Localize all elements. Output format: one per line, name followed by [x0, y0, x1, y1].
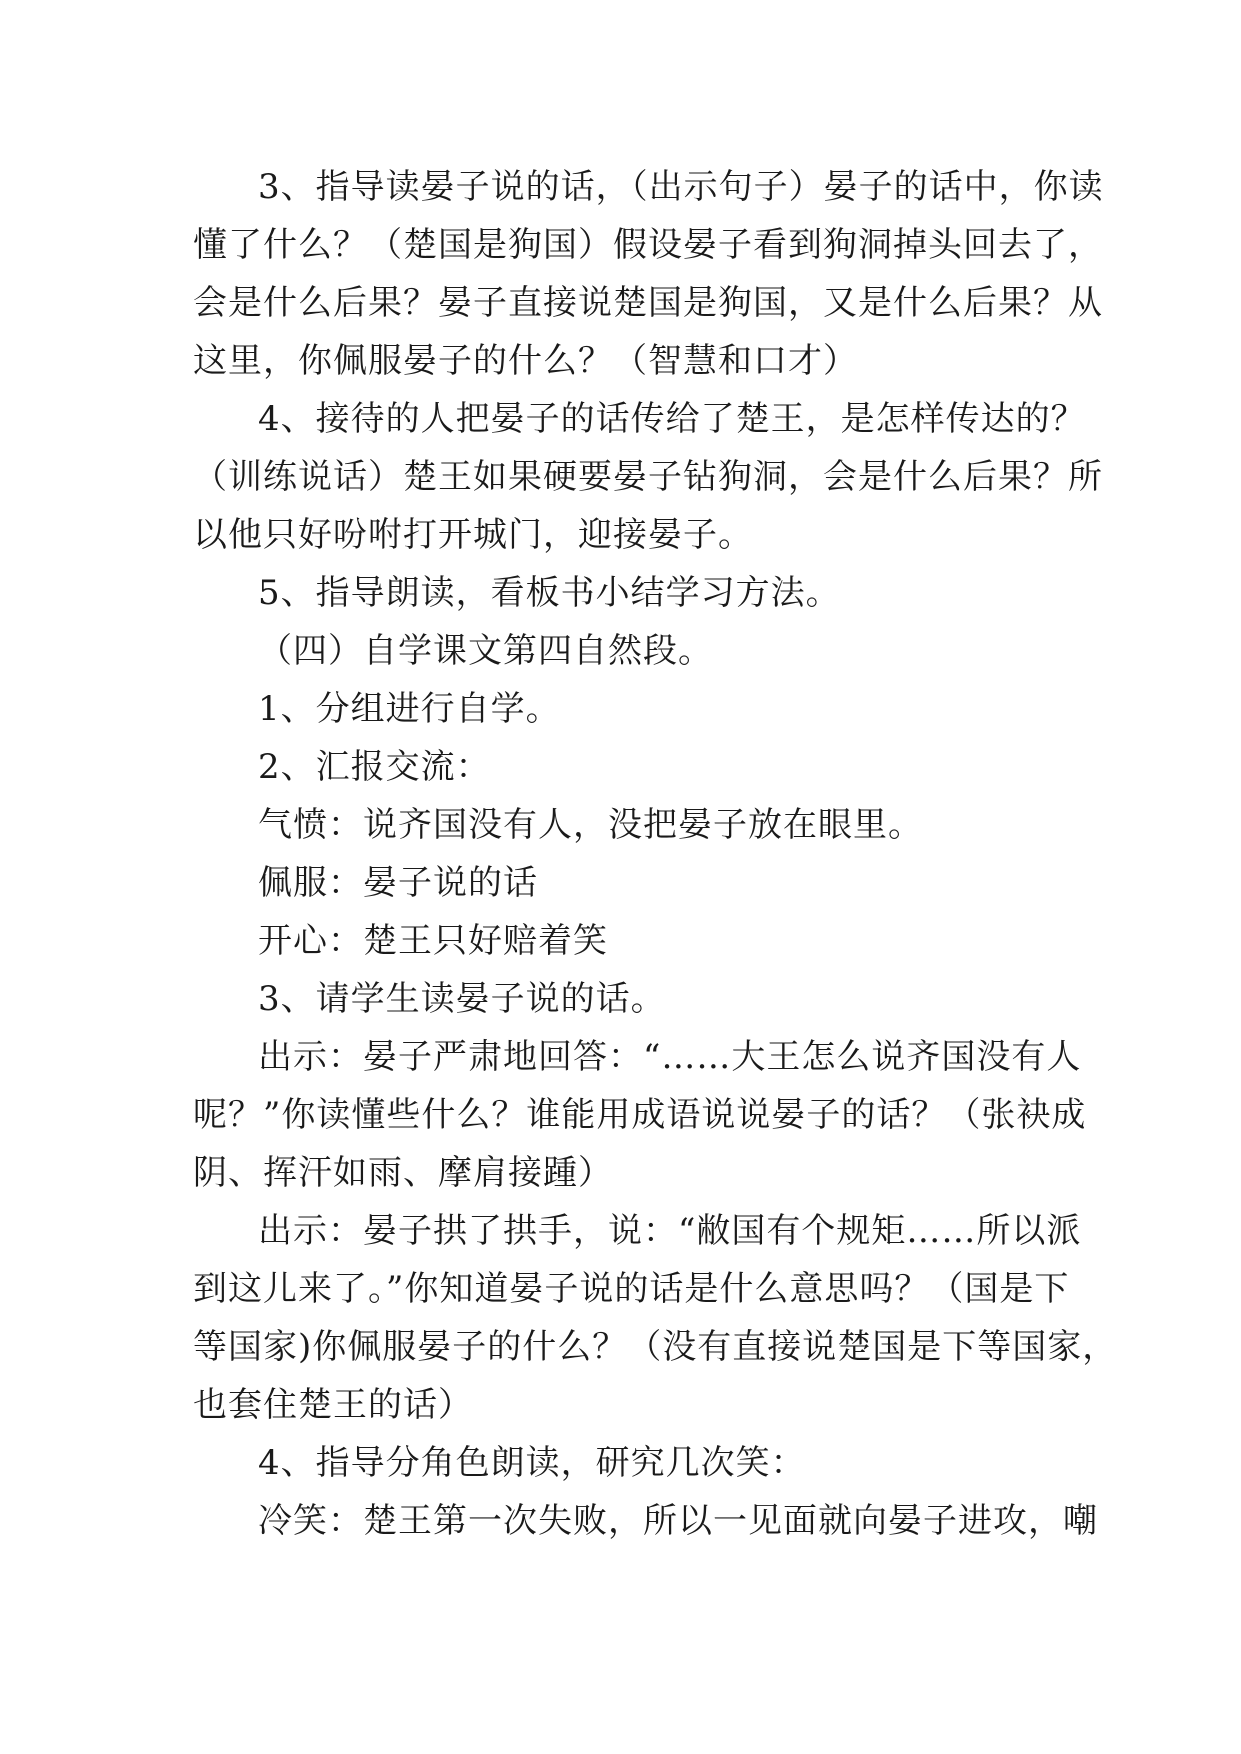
text-line: 到这儿来了。”你知道晏子说的话是什么意思吗？（国是下	[193, 1269, 1070, 1309]
text-line: 3、指导读晏子说的话，（出示句子）晏子的话中，你读	[258, 167, 1104, 207]
text-line: 1、分组进行自学。	[258, 689, 561, 729]
text-line: 2、汇报交流：	[258, 747, 491, 787]
text-line: 气愤：说齐国没有人，没把晏子放在眼里。	[258, 805, 923, 845]
text-line: 4、接待的人把晏子的话传给了楚王，是怎样传达的？	[258, 399, 1086, 439]
text-line: 4、指导分角色朗读，研究几次笑：	[258, 1443, 806, 1483]
text-line: 会是什么后果？晏子直接说楚国是狗国，又是什么后果？从	[193, 283, 1103, 323]
text-line: 呢？”你读懂些什么？谁能用成语说说晏子的话？（张袂成	[193, 1095, 1087, 1135]
text-line: 以他只好吩咐打开城门，迎接晏子。	[193, 515, 753, 555]
text-line: 佩服：晏子说的话	[258, 863, 538, 903]
text-line: 阴、挥汗如雨、摩肩接踵）	[193, 1153, 613, 1193]
text-line: 这里，你佩服晏子的什么？（智慧和口才）	[193, 341, 858, 381]
section-heading: （四）自学课文第四自然段。	[258, 631, 713, 671]
text-line: 5、指导朗读，看板书小结学习方法。	[258, 573, 841, 613]
text-line: 3、请学生读晏子说的话。	[258, 979, 666, 1019]
text-line: 也套住楚王的话）	[193, 1385, 473, 1425]
text-line: 开心：楚王只好赔着笑	[258, 921, 608, 961]
text-line: 出示：晏子拱了拱手，说：“敝国有个规矩……所以派	[258, 1211, 1082, 1251]
text-line: 冷笑：楚王第一次失败，所以一见面就向晏子进攻，嘲	[258, 1501, 1098, 1541]
text-line: 懂了什么？（楚国是狗国）假设晏子看到狗洞掉头回去了，	[193, 225, 1103, 265]
text-line: 出示：晏子严肃地回答：“……大王怎么说齐国没有人	[258, 1037, 1082, 1077]
text-line: 等国家)你佩服晏子的什么？（没有直接说楚国是下等国家，	[193, 1327, 1118, 1367]
text-line: （训练说话）楚王如果硬要晏子钻狗洞，会是什么后果？所	[193, 457, 1103, 497]
